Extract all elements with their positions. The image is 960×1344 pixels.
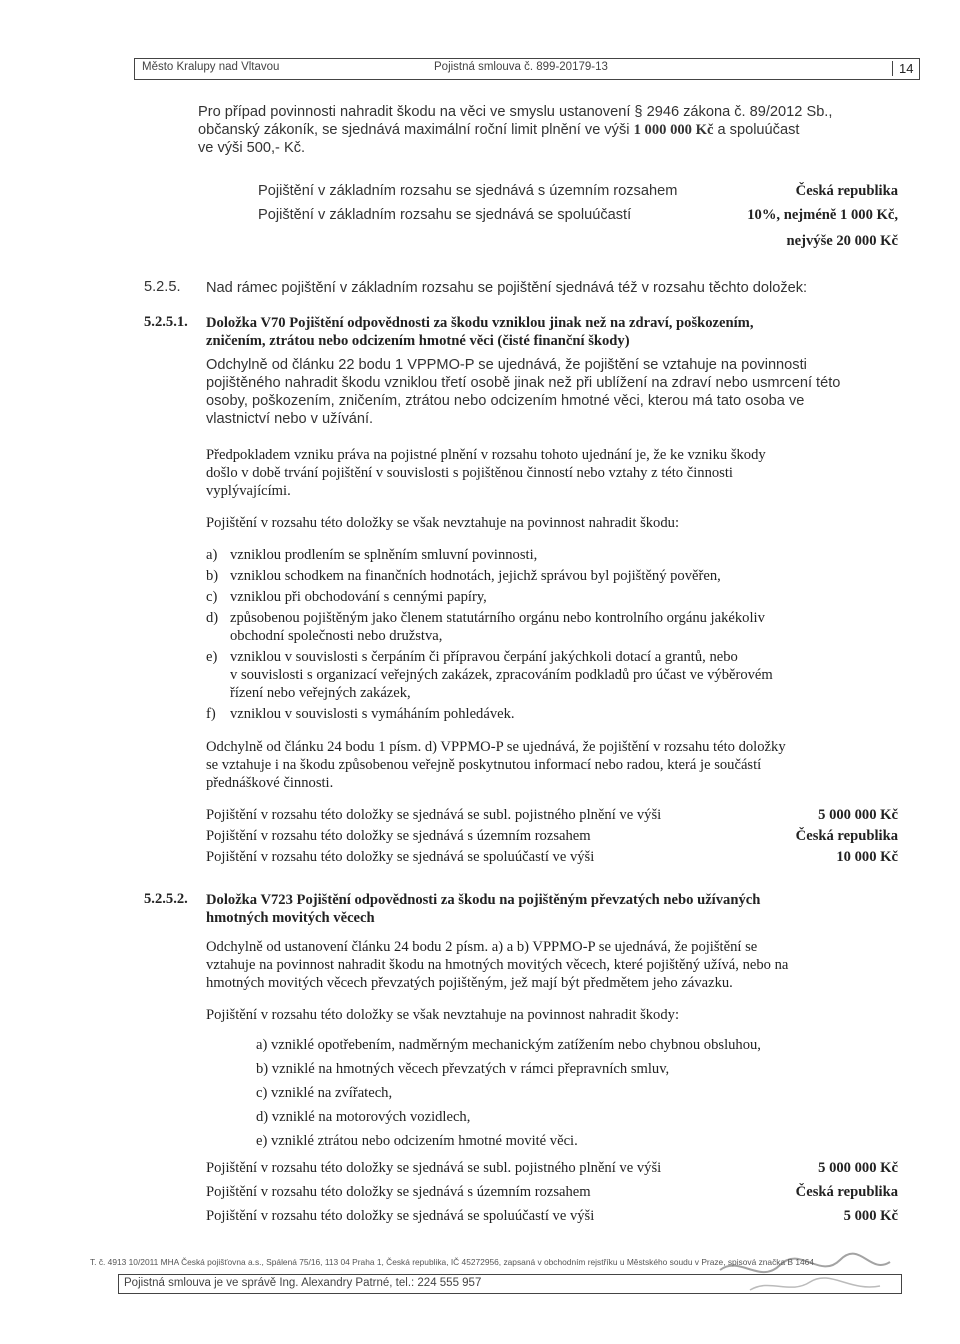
section-5251-territory-value: Česká republika xyxy=(795,828,898,844)
basic-deductible-label: Pojištění v základním rozsahu se sjednává se spoluúčastí xyxy=(258,207,632,223)
section-5252-number: 5.2.5.2. xyxy=(144,891,188,907)
list-item: a) vzniklé opotřebením, nadměrným mechanickým zatížením nebo chybnou obsluhou, xyxy=(256,1037,761,1053)
section-5251-territory-label: Pojištění v rozsahu této doložky se sjednává s územním rozsahem xyxy=(206,828,591,844)
header-city: Město Kralupy nad Vltavou xyxy=(142,61,280,73)
header-contract-number: Pojistná smlouva č. 899-20179-13 xyxy=(434,61,608,73)
section-5251-sublimit-label: Pojištění v rozsahu této doložky se sjednává se subl. pojistného plnění ve výši xyxy=(206,807,662,823)
basic-deductible-value-2: nejvýše 20 000 Kč xyxy=(786,233,898,249)
list-item: b) vzniklou schodkem na finančních hodnotách, jejichž správou byl pojištěný pověřen, xyxy=(206,568,721,584)
footer-administrator: Pojistná smlouva je ve správě Ing. Alexandry Patrné, tel.: 224 555 957 xyxy=(124,1277,482,1289)
basic-territory-label: Pojištění v základním rozsahu se sjednává s územním rozsahem xyxy=(258,183,678,199)
section-5251-paragraph-4: Odchylně od článku 24 bodu 1 písm. d) VPPMO-P se ujednává, že pojištění v rozsahu této doložky se vztahuje i na škodu způsobenou veřejně poskytnutou informací nebo radou, která je součástí přednáškové činnosti. xyxy=(206,739,786,791)
section-5252-exclusions-intro: Pojištění v rozsahu této doložky se však nevztahuje na povinnost nahradit škody: xyxy=(206,1007,679,1023)
list-item: a) vzniklou prodlením se splněním smluvní povinnosti, xyxy=(206,547,538,563)
section-5251-exclusions-intro: Pojištění v rozsahu této doložky se však nevztahuje na povinnost nahradit škodu: xyxy=(206,515,679,531)
signature-stamp-icon xyxy=(700,1250,900,1300)
list-item: f) vzniklou v souvislosti s vymáháním pohledávek. xyxy=(206,706,515,722)
intro-limit: 1 000 000 Kč xyxy=(633,122,714,138)
section-5252-title-line-2: hmotných movitých věcech xyxy=(206,910,375,926)
list-item: d) vzniklé na motorových vozidlech, xyxy=(256,1109,471,1125)
section-5251-paragraph-2: Předpokladem vzniku práva na pojistné plnění v rozsahu tohoto ujednání je, že ke vzniku škody došlo v době trvání pojištění v souvislosti s pojištěnou činností nebo vztahy z této činnosti vyplývajícími. xyxy=(206,447,766,499)
section-525-number: 5.2.5. xyxy=(144,279,181,295)
basic-territory-value: Česká republika xyxy=(795,183,898,199)
basic-deductible-value-1: 10%, nejméně 1 000 Kč, xyxy=(747,207,898,223)
section-5252-title-line-1: Doložka V723 Pojištění odpovědnosti za škodu na pojištěným převzatých nebo užívaných xyxy=(206,892,761,908)
list-item: e) vzniklé ztrátou nebo odcizením hmotné movité věci. xyxy=(256,1133,578,1149)
list-item: c) vzniklou při obchodování s cennými papíry, xyxy=(206,589,487,605)
intro-line-3: ve výši 500,- Kč. xyxy=(198,140,306,156)
footer-company-info: T. č. 4913 10/2011 MHA Česká pojišťovna a.s., Spálená 75/16, 113 04 Praha 1, Česká republika, IČ 45272956, zapsaná v obchodním rejstříku u Městského soudu v Praze, spisová značka B 1464 xyxy=(90,1257,814,1267)
section-5251-sublimit-value: 5 000 000 Kč xyxy=(818,807,898,823)
section-5251-exclusions-list xyxy=(206,546,906,723)
list-item: e) vzniklou v souvislosti s čerpáním či přípravou čerpání jakýchkoli dotací a grantů, nebo v souvislosti s organizací veřejných zakázek, zpracováním podkladů pro účast ve výběrovém řízení nebo veřejných zakázek, xyxy=(206,649,773,701)
section-5252-paragraph-1: Odchylně od ustanovení článku 24 bodu 2 písm. a) a b) VPPMO-P se ujednává, že pojištění se vztahuje na povinnost nahradit škodu na hmotných movitých věcech, které pojištěný užívá, nebo na hmotných movitých věcech převzatých pojištěným, jež mají být předmětem jeho závazku. xyxy=(206,939,789,991)
section-5252-territory-label: Pojištění v rozsahu této doložky se sjednává s územním rozsahem xyxy=(206,1184,591,1200)
section-5251-number: 5.2.5.1. xyxy=(144,314,188,330)
section-5252-territory-value: Česká republika xyxy=(795,1184,898,1200)
section-5251-deductible-label: Pojištění v rozsahu této doložky se sjednává se spoluúčastí ve výši xyxy=(206,849,595,865)
section-5252-exclusions-list xyxy=(256,1036,761,1150)
section-5251-deductible-value: 10 000 Kč xyxy=(836,849,898,865)
page-number: 14 xyxy=(892,61,913,76)
section-5252-deductible-value: 5 000 Kč xyxy=(843,1208,898,1224)
intro-line-2: občanský zákoník, se sjednává maximální roční limit plnění ve výši 1 000 000 Kč a spoluúčast xyxy=(198,122,800,138)
list-item: d) způsobenou pojištěným jako členem statutárního orgánu nebo kontrolního orgánu jakékoliv obchodní společnosti nebo družstva, xyxy=(206,610,765,644)
section-5252-sublimit-value: 5 000 000 Kč xyxy=(818,1160,898,1176)
section-5251-title-line-2: zničením, ztrátou nebo odcizením hmotné věci (čisté finanční škody) xyxy=(206,333,630,349)
section-5251-title-line-1: Doložka V70 Pojištění odpovědnosti za škodu vzniklou jinak než na zdraví, poškozením, xyxy=(206,315,754,331)
list-item: c) vzniklé na zvířatech, xyxy=(256,1085,393,1101)
section-5252-sublimit-label: Pojištění v rozsahu této doložky se sjednává se subl. pojistného plnění ve výši xyxy=(206,1160,662,1176)
intro-line-1: Pro případ povinnosti nahradit škodu na věci ve smyslu ustanovení § 2946 zákona č. 89/2012 Sb., xyxy=(198,104,833,120)
section-5251-paragraph-1: Odchylně od článku 22 bodu 1 VPPMO-P se ujednává, že pojištění se vztahuje na povinnosti pojištěného nahradit škodu vzniklou třetí osobě jinak než při ublížení na zdraví nebo usmrcení této osoby, poškozením, zničením, ztrátou nebo odcizením hmotné věci, kterou má tato osoba ve vlastnictví nebo v užívání. xyxy=(206,357,841,427)
section-525-text: Nad rámec pojištění v základním rozsahu se pojištění sjednává též v rozsahu těchto doložek: xyxy=(206,280,808,296)
intro-paragraph xyxy=(198,103,908,157)
list-item: b) vzniklé na hmotných věcech převzatých v rámci přepravních smluv, xyxy=(256,1061,670,1077)
section-5252-deductible-label: Pojištění v rozsahu této doložky se sjednává se spoluúčastí ve výši xyxy=(206,1208,595,1224)
